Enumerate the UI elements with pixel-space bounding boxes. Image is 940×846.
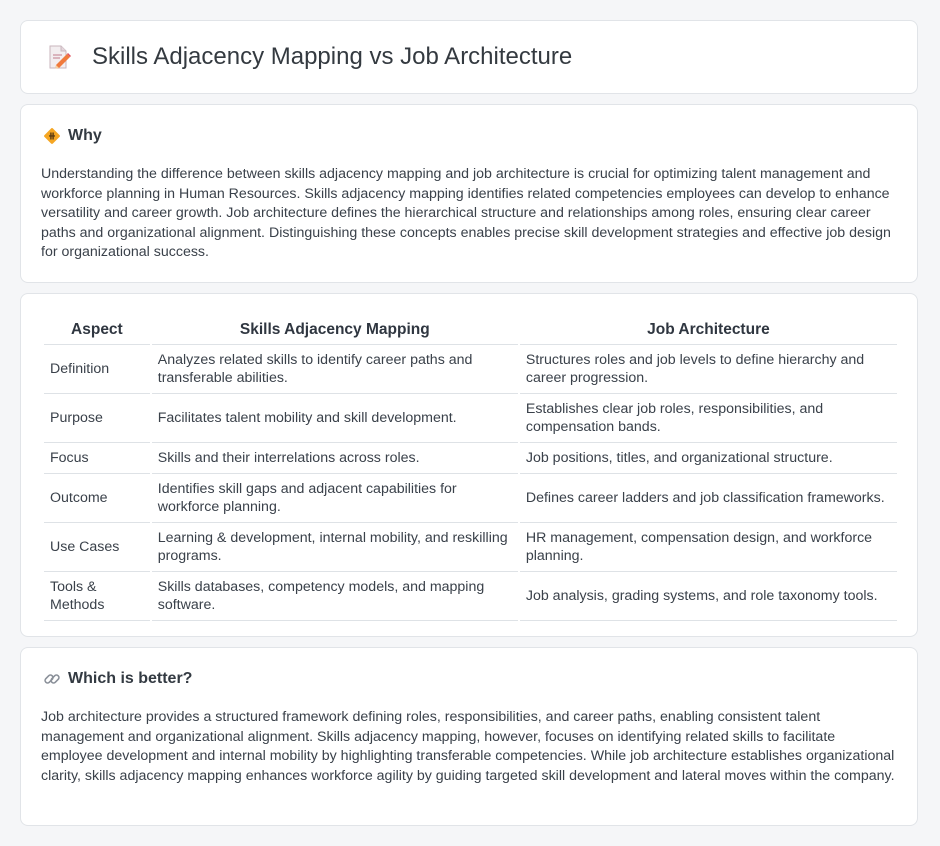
skills-adjacency-cell: Facilitates talent mobility and skill development. <box>152 394 518 443</box>
job-architecture-cell: HR management, compensation design, and workforce planning. <box>520 523 897 572</box>
table-row <box>44 474 897 523</box>
comparison-table <box>42 312 899 621</box>
document-pencil-icon <box>46 44 72 70</box>
skills-adjacency-cell: Skills and their interrelations across roles. <box>152 443 518 474</box>
header-card <box>20 20 918 94</box>
link-icon <box>43 670 61 688</box>
aspect-cell: Definition <box>44 345 150 394</box>
skills-adjacency-cell: Learning & development, internal mobility, and reskilling programs. <box>152 523 518 572</box>
table-header-row <box>44 312 897 345</box>
which-is-better-section <box>20 647 918 826</box>
skills-adjacency-cell: Identifies skill gaps and adjacent capabilities for workforce planning. <box>152 474 518 523</box>
road-sign-icon <box>43 127 61 145</box>
which-is-better-title: Which is better? <box>68 670 193 687</box>
comparison-card <box>20 293 918 637</box>
table-row <box>44 443 897 474</box>
column-header-job-architecture: Job Architecture <box>520 312 897 345</box>
aspect-cell: Outcome <box>44 474 150 523</box>
table-row <box>44 394 897 443</box>
why-section <box>20 104 918 283</box>
column-header-skills-adjacency-mapping: Skills Adjacency Mapping <box>152 312 518 345</box>
job-architecture-cell: Job analysis, grading systems, and role taxonomy tools. <box>520 572 897 621</box>
aspect-cell: Focus <box>44 443 150 474</box>
table-row <box>44 572 897 621</box>
aspect-cell: Use Cases <box>44 523 150 572</box>
aspect-cell: Purpose <box>44 394 150 443</box>
why-title: Why <box>68 127 102 144</box>
page-title: Skills Adjacency Mapping vs Job Architecture <box>92 43 573 70</box>
skills-adjacency-cell: Skills databases, competency models, and mapping software. <box>152 572 518 621</box>
column-header-aspect: Aspect <box>44 312 150 345</box>
job-architecture-cell: Defines career ladders and job classification frameworks. <box>520 474 897 523</box>
aspect-cell: Tools & Methods <box>44 572 150 621</box>
skills-adjacency-cell: Analyzes related skills to identify career paths and transferable abilities. <box>152 345 518 394</box>
which-is-better-text: Job architecture provides a structured framework defining roles, responsibilities, and career paths, enabling consistent talent management and organizational alignment. Skills adjacency mapping, however, focuses on identifying related skills to facilitate employee development and internal mobility by highlighting transferable competencies. While job architecture establishes organizational clarity, skills adjacency mapping enhances workforce agility by guiding targeted skill development and lateral moves within the company. <box>41 709 895 784</box>
job-architecture-cell: Job positions, titles, and organizational structure. <box>520 443 897 474</box>
job-architecture-cell: Structures roles and job levels to define hierarchy and career progression. <box>520 345 897 394</box>
table-row <box>44 345 897 394</box>
job-architecture-cell: Establishes clear job roles, responsibilities, and compensation bands. <box>520 394 897 443</box>
table-row <box>44 523 897 572</box>
why-text: Understanding the difference between skills adjacency mapping and job architecture is crucial for optimizing talent management and workforce planning in Human Resources. Skills adjacency mapping identifies related competencies employees can develop to enhance versatility and career growth. Job architecture defines the hierarchical structure and relationships among roles, ensuring clear career paths and organizational alignment. Distinguishing these concepts enables precise skill development strategies and effective job design for organizational success. <box>41 166 891 261</box>
